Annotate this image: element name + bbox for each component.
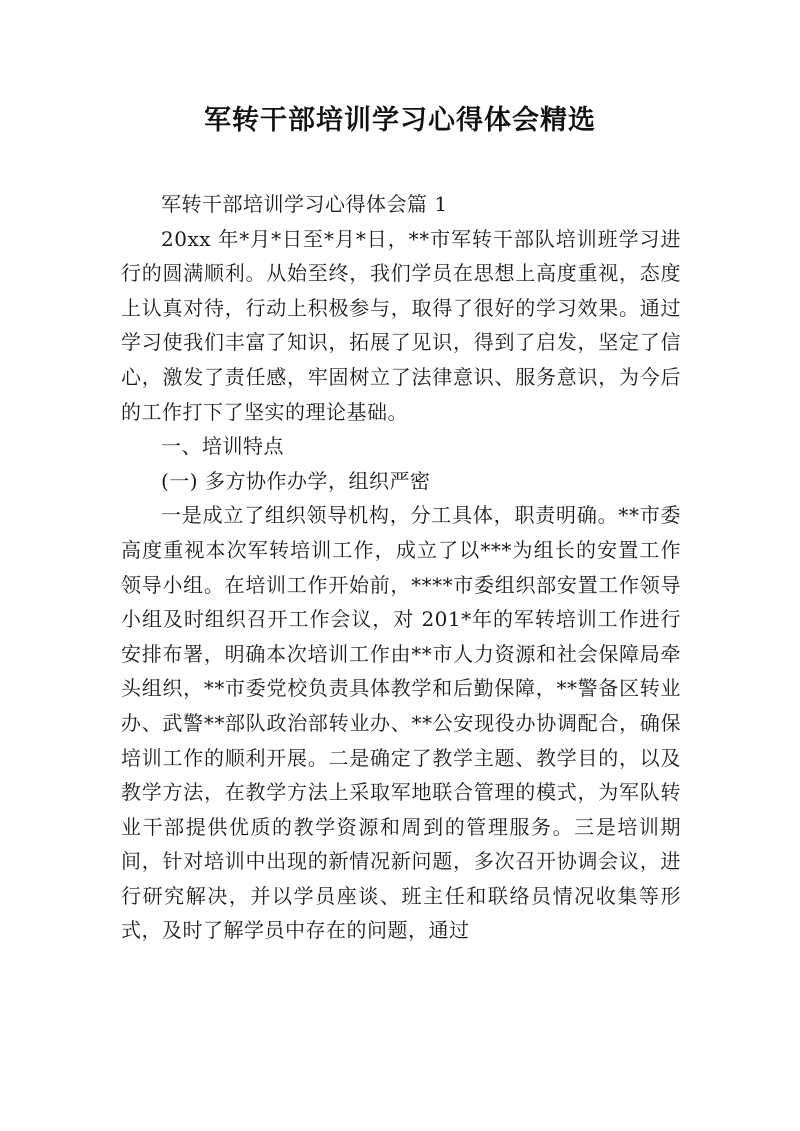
intro-paragraph: 20xx 年*月*日至*月*日，**市军转干部队培训班学习进行的圆满顺利。从始至终，我们学员在思想上高度重视，态度上认真对待，行动上积极参与，取得了很好的学习效果。通过学习使我们丰富了知识，拓展了见识，得到了启发，坚定了信心，激发了责任感，牢固树立了法律意识、服务意识，为今后的工作打下了坚实的理论基础。 [121, 226, 681, 424]
subheading-collaboration: (一) 多方协作办学，组织严密 [161, 468, 431, 493]
body-paragraph-organization: 一是成立了组织领导机构，分工具体，职责明确。**市委高度重视本次军转培训工作，成立了以***为组长的安置工作领导小组。在培训工作开始前，****市委组织部安置工作领导小组及时组织召开工作会议，对 201*年的军转培训工作进行安排布署，明确本次培训工作由**市人力资源和社会保障局牵头组织，**市委党校负责具体教学和后勤保障，**警备区转业办、武警**部队政治部转业办、**公安现役办协调配合，确保培训工作的顺利开展。二是确定了教学主题、教学目的，以及教学方法，在教学方法上采取军地联合管理的模式，为军队转业干部提供优质的教学资源和周到的管理服务。三是培训期间，针对培训中出现的新情况新问题，多次召开协调会议，进行研究解决，并以学员座谈、班主任和联络员情况收集等形式，及时了解学员中存在的问题，通过 [121, 503, 681, 943]
section-heading-part-1: 军转干部培训学习心得体会篇 1 [161, 192, 448, 216]
heading-training-features: 一、培训特点 [161, 434, 284, 459]
document-body [121, 187, 681, 948]
document-title: 军转干部培训学习心得体会精选 [204, 105, 596, 136]
